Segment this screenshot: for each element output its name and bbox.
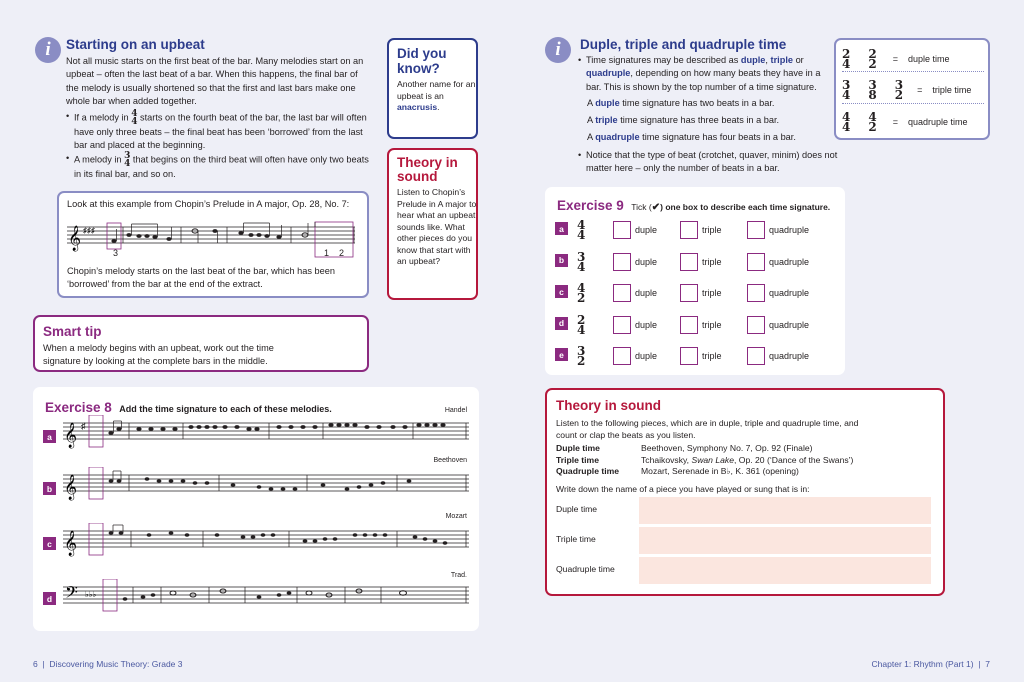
field-label-duple: Duple time bbox=[556, 504, 598, 514]
tick-box-quadruple[interactable] bbox=[747, 347, 765, 365]
time-sig: 4 2 bbox=[577, 281, 586, 305]
option-label: triple bbox=[702, 351, 722, 361]
tick-box-triple[interactable] bbox=[680, 347, 698, 365]
tick-box-duple[interactable] bbox=[613, 284, 631, 302]
example-intro: Look at this example from Chopin’s Prelude in A major, Op. 28, No. 7: bbox=[67, 199, 350, 209]
info-icon: i bbox=[545, 37, 571, 63]
theory-sound-prompt: Write down the name of a piece you have played or sung that is in: bbox=[556, 484, 810, 494]
time-sig-4-4: 4 4 bbox=[131, 109, 138, 127]
melody-b-staff[interactable] bbox=[63, 467, 471, 501]
time-signature-table bbox=[834, 38, 990, 140]
duple-title: Duple, triple and quadruple time bbox=[580, 37, 787, 52]
exercise-9-row bbox=[555, 345, 835, 369]
option-label: quadruple bbox=[769, 351, 810, 361]
piece-row: Triple time Tchaikovsky, Swan Lake, Op. 20 (‘Dance of the Swans’) bbox=[556, 454, 854, 465]
time-sig-3-4: 3 4 bbox=[124, 151, 131, 169]
theory-sound-small-text: Listen to Chopin’s Prelude in A major to hear what an upbeat sounds like. What other pieces do you know that start with an upbeat? bbox=[397, 187, 477, 266]
tick-box-triple[interactable] bbox=[680, 221, 698, 239]
melody-c-staff[interactable] bbox=[63, 523, 471, 557]
time-sig: 4 4 bbox=[577, 218, 586, 242]
option-label: quadruple bbox=[769, 256, 810, 267]
triple-line: A triple time signature has three beats in a bar. bbox=[587, 115, 780, 125]
exercise-8-box bbox=[33, 387, 479, 631]
option-label: triple bbox=[702, 256, 722, 267]
melody-d-staff[interactable] bbox=[63, 579, 471, 613]
option-label: triple bbox=[702, 225, 722, 235]
svg-text:𝄞: 𝄞 bbox=[68, 226, 82, 251]
exercise-label: b bbox=[43, 482, 56, 495]
exercise-label: a bbox=[555, 222, 568, 235]
svg-text:𝄞: 𝄞 bbox=[64, 423, 78, 448]
option-label: triple bbox=[702, 319, 722, 330]
did-you-know-text: Another name for an upbeat is an anacrusis. bbox=[397, 79, 476, 112]
exercise-9-row bbox=[555, 282, 835, 306]
time-sig-4-4: 4 4 bbox=[842, 110, 851, 134]
tick-box-duple[interactable] bbox=[613, 253, 631, 271]
exercise-9-box bbox=[545, 187, 845, 375]
composer-label: Mozart bbox=[445, 513, 467, 520]
upbeat-title: Starting on an upbeat bbox=[66, 37, 205, 52]
example-beat-label: 2 bbox=[339, 248, 345, 258]
theory-sound-small-title: Theory in sound bbox=[397, 155, 458, 184]
exercise-label: d bbox=[555, 317, 568, 330]
left-footer: 6 | Discovering Music Theory: Grade 3 bbox=[33, 659, 183, 669]
exercise-8-heading: Exercise 8 Add the time signature to each of these melodies. bbox=[45, 400, 332, 415]
tick-box-quadruple[interactable] bbox=[747, 221, 765, 239]
tick-box-triple[interactable] bbox=[680, 253, 698, 271]
info-icon: i bbox=[35, 37, 61, 63]
time-sig: 3 2 bbox=[577, 344, 586, 368]
time-sig: 2 4 bbox=[577, 312, 586, 337]
option-label: quadruple bbox=[769, 225, 810, 235]
chopin-example-box bbox=[57, 191, 369, 298]
theory-sound-intro: Listen to the following pieces, which are in duple, triple and quadruple time, and count or clap the beats as you listen. bbox=[556, 418, 859, 440]
option-label: duple bbox=[635, 319, 658, 330]
svg-text:𝄞: 𝄞 bbox=[64, 475, 78, 500]
exercise-label: b bbox=[555, 254, 568, 267]
upbeat-intro: Not all music starts on the first beat of the bar. Many melodies start on an upbeat – often the last beat of a bar. When this happens, the final bar of the melody is usually shortened so that the first and last bars make one whole bar when added together. bbox=[66, 56, 364, 107]
exercise-9-row bbox=[555, 219, 835, 243]
composer-label: Beethoven bbox=[433, 457, 467, 464]
tick-box-duple[interactable] bbox=[613, 221, 631, 239]
melody-a-staff[interactable] bbox=[63, 415, 471, 449]
duple-bullet-2: • Notice that the type of beat (crotchet, quaver, minim) does not matter here – only the number of beats in a bar. bbox=[578, 150, 838, 174]
piece-list bbox=[556, 443, 853, 478]
svg-text:♭♭♭: ♭♭♭ bbox=[85, 590, 97, 599]
composer-label: Trad. bbox=[450, 572, 467, 579]
right-footer: Chapter 1: Rhythm (Part 1) | 7 bbox=[871, 659, 990, 669]
tick-box-triple[interactable] bbox=[680, 284, 698, 302]
time-sig-3-4: 3 4 bbox=[842, 77, 851, 102]
smart-tip-box bbox=[33, 315, 369, 372]
time-sig-4-2: 4 2 bbox=[868, 110, 877, 134]
time-sig-2-2: 2 2 bbox=[868, 46, 877, 71]
table-row-quadruple: 4 4 4 2 = quadruple time bbox=[842, 110, 968, 134]
smart-tip-title: Smart tip bbox=[43, 324, 102, 339]
quadruple-line: A quadruple time signature has four beats in a bar. bbox=[587, 132, 796, 142]
tick-box-triple[interactable] bbox=[680, 316, 698, 334]
option-label: quadruple bbox=[769, 319, 810, 330]
exercise-9-heading: Exercise 9 Tick (✔) one box to describe each time signature. bbox=[557, 198, 831, 213]
tick-box-duple[interactable] bbox=[613, 316, 631, 334]
exercise-label: d bbox=[43, 592, 56, 605]
tick-box-quadruple[interactable] bbox=[747, 316, 765, 334]
option-label: triple bbox=[702, 288, 722, 298]
exercise-label: a bbox=[43, 430, 56, 443]
duple-line: A duple time signature has two beats in a bar. bbox=[587, 98, 775, 108]
svg-text:𝄞: 𝄞 bbox=[64, 531, 78, 556]
theory-sound-box bbox=[545, 388, 945, 596]
time-sig: 3 4 bbox=[577, 249, 586, 274]
exercise-label: c bbox=[43, 537, 56, 550]
example-beat-label: 3 bbox=[113, 248, 119, 258]
piece-row: Duple time Beethoven, Symphony No. 7, Op. 92 (Finale) bbox=[556, 443, 813, 453]
tick-box-quadruple[interactable] bbox=[747, 284, 765, 302]
triple-time-input[interactable] bbox=[639, 527, 931, 554]
exercise-9-row bbox=[555, 251, 835, 275]
option-label: duple bbox=[635, 256, 658, 267]
exercise-label: e bbox=[555, 348, 568, 361]
exercise-9-row bbox=[555, 314, 835, 338]
composer-label: Handel bbox=[444, 407, 467, 414]
time-sig-3-2: 3 2 bbox=[894, 77, 904, 102]
upbeat-bullet-1: • If a melody in 4 4 starts on the fourth beat of the bar, the last bar will often have only three beats – the final beat has been ‘borrowed’ from the last bar and placed at the beginning. bbox=[66, 109, 367, 151]
time-sig-2-4: 2 4 bbox=[842, 46, 851, 71]
tick-box-duple[interactable] bbox=[613, 347, 631, 365]
field-label-quadruple: Quadruple time bbox=[556, 564, 615, 574]
svg-text:𝄢: 𝄢 bbox=[65, 582, 78, 606]
tick-box-quadruple[interactable] bbox=[747, 253, 765, 271]
example-outro: Chopin’s melody starts on the last beat of the bar, which has been ‘borrowed’ from the bar at the end of the extract. bbox=[67, 266, 335, 290]
option-label: duple bbox=[635, 288, 658, 298]
option-label: duple bbox=[635, 225, 658, 235]
table-row-duple: 2 4 2 2 = duple time bbox=[842, 46, 984, 72]
svg-text:♯♯♯: ♯♯♯ bbox=[83, 226, 95, 235]
svg-text:♯: ♯ bbox=[81, 421, 86, 431]
chopin-staff bbox=[65, 219, 363, 259]
example-beat-label: 1 bbox=[324, 248, 330, 258]
option-label: duple bbox=[635, 351, 658, 361]
duple-time-input[interactable] bbox=[639, 497, 931, 524]
time-sig-3-8: 3 8 bbox=[868, 77, 877, 102]
smart-tip-text: When a melody begins with an upbeat, work out the time signature by looking at the complete bars in the middle. bbox=[43, 343, 274, 367]
theory-sound-small-box bbox=[387, 148, 478, 300]
table-row-triple: 3 4 3 8 3 2 = triple time bbox=[842, 76, 984, 104]
upbeat-bullet-2: • A melody in 3 4 that begins on the third beat will often have only two beats in its final bar, and so on. bbox=[66, 151, 369, 179]
exercise-label: c bbox=[555, 285, 568, 298]
option-label: quadruple bbox=[769, 288, 810, 298]
quadruple-time-input[interactable] bbox=[639, 557, 931, 584]
did-you-know-box bbox=[387, 38, 478, 139]
field-label-triple: Triple time bbox=[556, 534, 596, 544]
duple-bullet-1: • Time signatures may be described as duple, triple or quadruple, depending on how many beats they have in a bar. This is shown by the top number of a time signature. bbox=[578, 55, 821, 92]
piece-row: Quadruple time Mozart, Serenade in B♭, K. 361 (opening) bbox=[556, 466, 799, 476]
did-you-know-title: Did you know? bbox=[397, 46, 447, 76]
theory-sound-title: Theory in sound bbox=[556, 398, 662, 413]
